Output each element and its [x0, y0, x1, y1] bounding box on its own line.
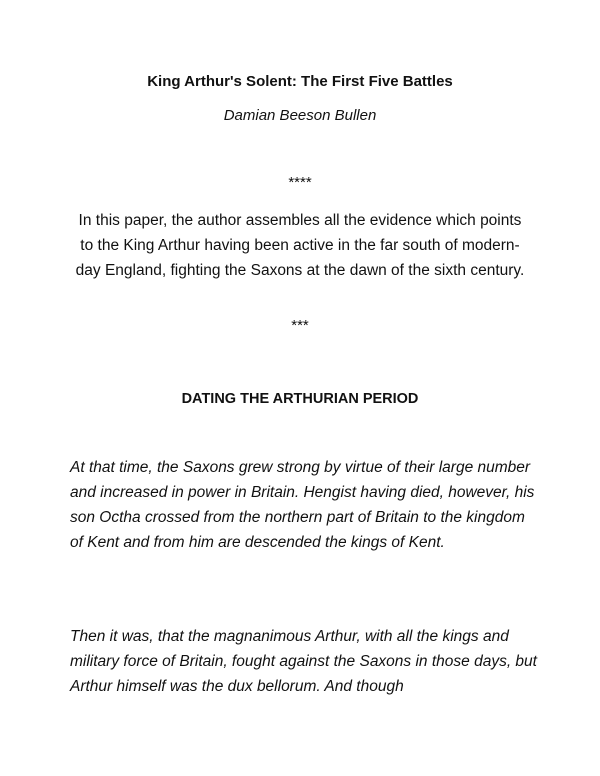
section-heading: DATING THE ARTHURIAN PERIOD: [181, 391, 419, 407]
quote-paragraph-1: At that time, the Saxons grew strong by virtue of their large number and increased in power in Britain. Hengist having died, however, his son Octha crossed from the northern part of Britain to the kingdom of Kent and from him are descended the kings of Kent.: [70, 459, 535, 551]
separator-bottom: ***: [291, 317, 309, 334]
quote-paragraph-2: Then it was, that the magnanimous Arthur, with all the kings and military force of Britain, fought against the Saxons in those days, but Arthur himself was the dux bellorum. And though: [70, 628, 537, 695]
separator-top: ****: [288, 174, 312, 191]
document-author: Damian Beeson Bullen: [223, 107, 377, 124]
abstract-paragraph: In this paper, the author assembles all the evidence which points to the King Arthur having been active in the far south of modern-day England, fighting the Saxons at the dawn of the sixth century.: [75, 212, 525, 279]
document-title: King Arthur's Solent: The First Five Battles: [147, 73, 453, 90]
